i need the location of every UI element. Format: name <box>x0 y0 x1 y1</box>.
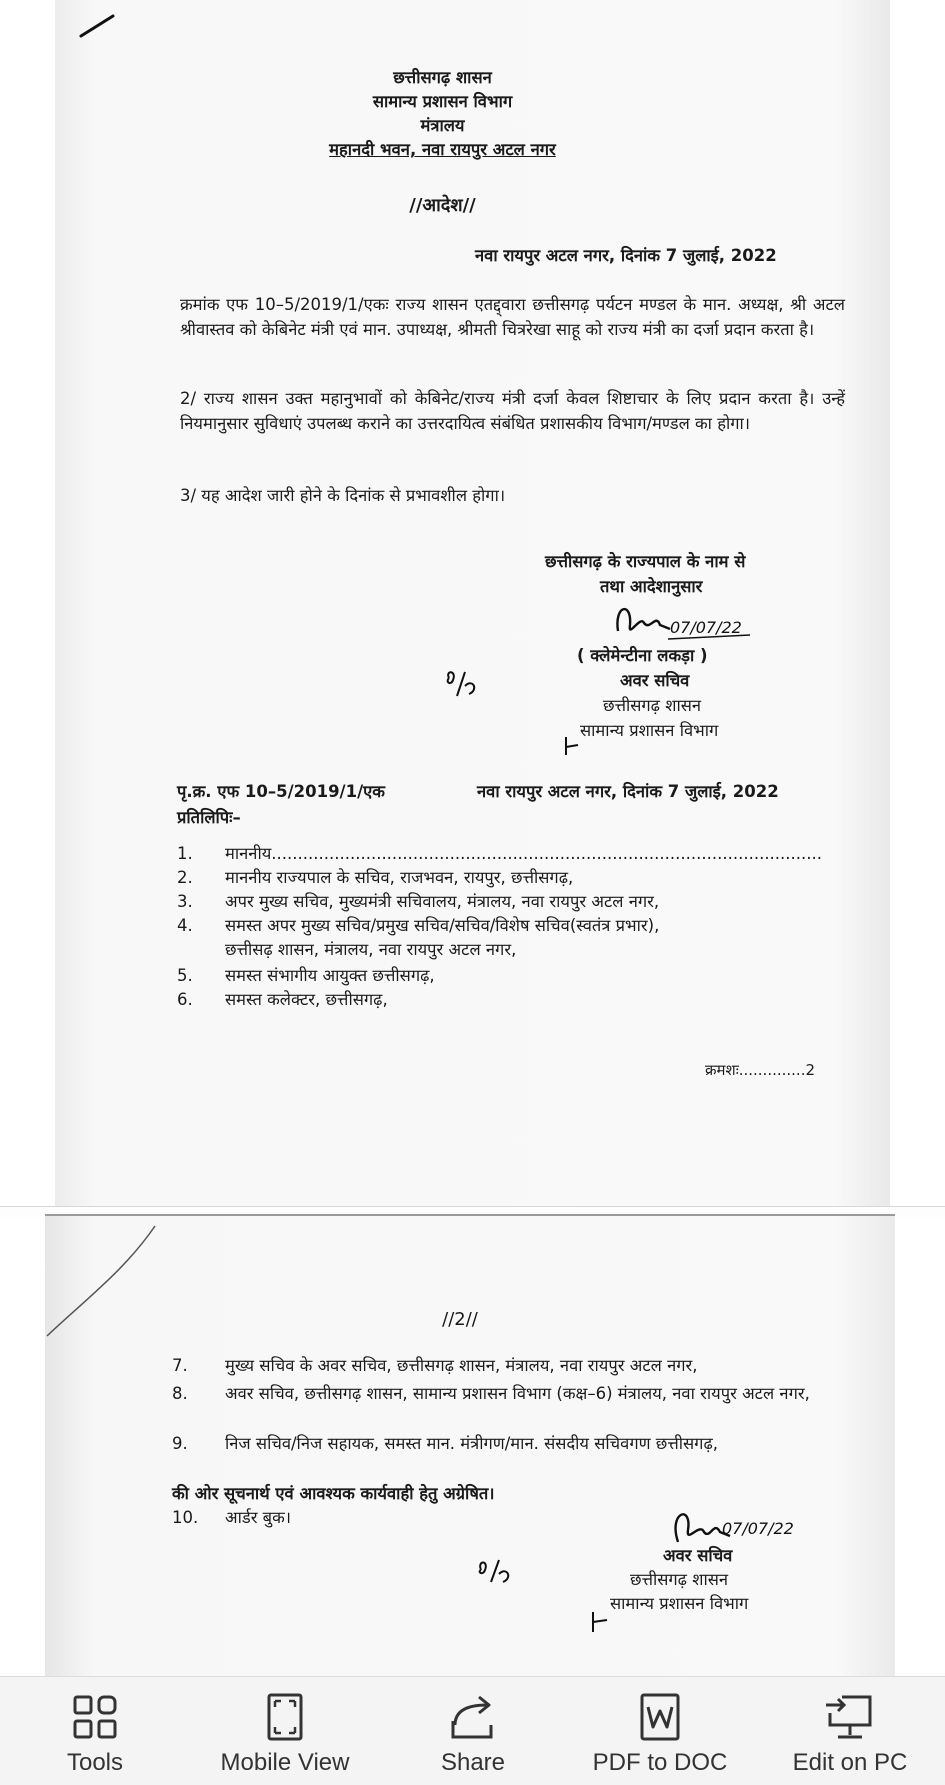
copy-item-number: 2. <box>177 868 193 887</box>
copy-item-text: अपर मुख्य सचिव, मुख्यमंत्री सचिवालय, मंत्रालय, नवा रायपुर अटल नगर, <box>225 892 660 911</box>
signature-order-line: तथा आदेशानुसार <box>600 577 703 596</box>
copy-item-number: 7. <box>172 1356 188 1375</box>
copy-item-text: माननीय राज्यपाल के सचिव, राजभवन, रायपुर, छत्तीसगढ़, <box>225 868 574 887</box>
signatory-designation: अवर सचिव <box>620 671 690 690</box>
svg-text:07/07/22: 07/07/22 <box>670 618 742 637</box>
order-paragraph-1: क्रमांक एफ 10–5/2019/1/एकः राज्य शासन एतद्द्वारा छत्तीसगढ़ पर्यटन मण्डल के मान. अध्यक्ष, श्री अटल श्रीवास्तव को केबिनेट मंत्री एवं मान. उपाध्यक्ष, श्रीमती चित्ररेखा साहू को राज्य मंत्री का दर्जा प्रदान करता है। <box>180 295 845 339</box>
copy-item-text: अवर सचिव, छत्तीसगढ़ शासन, सामान्य प्रशासन विभाग (कक्ष–6) मंत्रालय, नवा रायपुर अटल नगर, <box>225 1384 810 1403</box>
signature-authority-line: छत्तीसगढ़ के राज्यपाल के नाम से <box>545 552 746 571</box>
copy-item-number: 5. <box>177 966 193 985</box>
order-title: //आदेश// <box>409 195 476 216</box>
document-page-2 <box>45 1216 895 1676</box>
signatory-designation: अवर सचिव <box>663 1546 733 1565</box>
signatory-department: सामान्य प्रशासन विभाग <box>610 1594 749 1613</box>
pen-stroke-mark <box>77 10 117 40</box>
mobile-view-button[interactable] <box>210 1691 360 1777</box>
edit-on-pc-button[interactable] <box>775 1691 925 1777</box>
copy-item-text: निज सचिव/निज सहायक, समस्त मान. मंत्रीगण/मान. संसदीय सचिवगण छत्तीसगढ़, <box>225 1434 719 1453</box>
bottom-toolbar <box>0 1676 945 1785</box>
header-government: छत्तीसगढ़ शासन <box>393 68 492 87</box>
copy-item-number: 4. <box>177 916 193 935</box>
copy-item-text: समस्त अपर मुख्य सचिव/प्रमुख सचिव/सचिव/विशेष सचिव(स्वतंत्र प्रभार), <box>225 916 660 935</box>
tick-mark-1 <box>560 735 584 759</box>
mobile-view-label: Mobile View <box>220 1749 350 1776</box>
signatory-name: ( क्लेमेन्टीना लकड़ा ) <box>577 646 708 665</box>
tick-mark-2 <box>585 1608 613 1636</box>
document-page-1 <box>55 0 890 1206</box>
share-button[interactable] <box>398 1691 548 1777</box>
copy-item-text: मुख्य सचिव के अवर सचिव, छत्तीसगढ़ शासन, मंत्रालय, नवा रायपुर अटल नगर, <box>225 1356 698 1375</box>
order-paragraph-3: 3/ यह आदेश जारी होने के दिनांक से प्रभावशील होगा। <box>180 486 506 505</box>
signatory-government: छत्तीसगढ़ शासन <box>603 696 702 715</box>
copy-item-text: माननीय......................................................................................................... <box>225 844 823 863</box>
header-address: महानदी भवन, नवा रायपुर अटल नगर <box>329 140 556 159</box>
mobile-view-icon <box>255 1691 315 1743</box>
initials-mark-1 <box>443 668 483 702</box>
copy-label: प्रतिलिपिः– <box>177 808 241 827</box>
copy-item-number: 1. <box>177 844 193 863</box>
tools-grid-icon <box>65 1691 125 1743</box>
continued-marker: क्रमशः..............2 <box>705 1061 816 1079</box>
share-label: Share <box>440 1749 506 1776</box>
endorsement-date: नवा रायपुर अटल नगर, दिनांक 7 जुलाई, 2022 <box>477 782 779 801</box>
order-date: नवा रायपुर अटल नगर, दिनांक 7 जुलाई, 2022 <box>475 246 777 265</box>
page-number: //2// <box>442 1309 478 1330</box>
copy-item-text: समस्त कलेक्टर, छत्तीसगढ़, <box>225 990 388 1009</box>
edit-on-pc-label: Edit on PC <box>792 1749 908 1776</box>
forward-line: की ओर सूचनार्थ एवं आवश्यक कार्यवाही हेतु अग्रेषित। <box>172 1484 495 1503</box>
copy-item-number: 8. <box>172 1384 188 1403</box>
edit-on-pc-icon <box>820 1691 880 1743</box>
copy-item-text: समस्त संभागीय आयुक्त छत्तीसगढ़, <box>225 966 435 985</box>
svg-text:07/07/22: 07/07/22 <box>722 1519 794 1538</box>
pdf-to-doc-button[interactable] <box>585 1691 735 1777</box>
signatory-department: सामान्य प्रशासन विभाग <box>580 721 719 740</box>
handwritten-signature-1 <box>610 595 760 645</box>
tools-label: Tools <box>66 1749 124 1776</box>
signatory-government: छत्तीसगढ़ शासन <box>630 1570 729 1589</box>
copy-item-text: आर्डर बुक। <box>225 1508 292 1527</box>
copy-item-number: 9. <box>172 1434 188 1453</box>
header-department: सामान्य प्रशासन विभाग <box>372 92 513 111</box>
copy-item-number: 3. <box>177 892 193 911</box>
initials-mark-2 <box>475 1556 519 1586</box>
pdf-to-doc-icon <box>630 1691 690 1743</box>
tools-button[interactable] <box>20 1691 170 1777</box>
order-paragraph-2: 2/ राज्य शासन उक्त महानुभावों को केबिनेट/राज्य मंत्री दर्जा केवल शिष्टाचार के लिए प्रदान करता है। उन्हें नियमानुसार सुविधाएं उपलब्ध कराने का उत्तरदायित्व संबंधित प्रशासकीय विभाग/मण्डल का होगा। <box>180 389 845 433</box>
header-ministry: मंत्रालय <box>420 116 465 135</box>
share-icon <box>443 1691 503 1743</box>
copy-item-number: 6. <box>177 990 193 1009</box>
pdf-to-doc-label: PDF to DOC <box>592 1749 728 1776</box>
copy-item-number: 10. <box>172 1508 199 1527</box>
endorsement-number: पृ.क्र. एफ 10–5/2019/1/एक <box>177 782 385 801</box>
copy-item-text: छत्तीसढ़ शासन, मंत्रालय, नवा रायपुर अटल नगर, <box>225 940 517 959</box>
